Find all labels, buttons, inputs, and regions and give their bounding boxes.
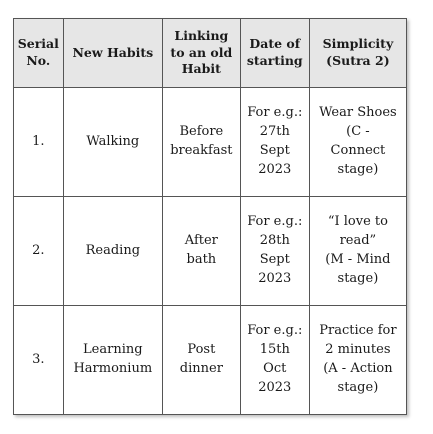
cell-simplicity: Wear Shoes (C - Connect stage) (309, 88, 406, 197)
header-new-habits: New Habits (63, 19, 162, 88)
cell-date: For e.g.: 28th Sept 2023 (240, 197, 309, 306)
table-row (14, 88, 407, 197)
cell-link: Post dinner (162, 306, 240, 415)
cell-link: After bath (162, 197, 240, 306)
table-row (14, 197, 407, 306)
header-date: Date of starting (240, 19, 309, 88)
habit-table (13, 18, 407, 415)
cell-link: Before breakfast (162, 88, 240, 197)
cell-serial: 1. (14, 88, 64, 197)
header-linking: Linking to an old Habit (162, 19, 240, 88)
cell-habit: Walking (63, 88, 162, 197)
cell-date: For e.g.: 27th Sept 2023 (240, 88, 309, 197)
header-row (14, 19, 407, 88)
cell-simplicity: “I love to read” (M - Mind stage) (309, 197, 406, 306)
cell-habit: Reading (63, 197, 162, 306)
header-serial: Serial No. (14, 19, 64, 88)
cell-serial: 2. (14, 197, 64, 306)
table-row (14, 306, 407, 415)
cell-date: For e.g.: 15th Oct 2023 (240, 306, 309, 415)
habit-table-container (13, 18, 407, 415)
cell-habit: Learning Harmonium (63, 306, 162, 415)
cell-simplicity: Practice for 2 minutes (A - Action stage) (309, 306, 406, 415)
cell-serial: 3. (14, 306, 64, 415)
header-simplicity: Simplicity (Sutra 2) (309, 19, 406, 88)
